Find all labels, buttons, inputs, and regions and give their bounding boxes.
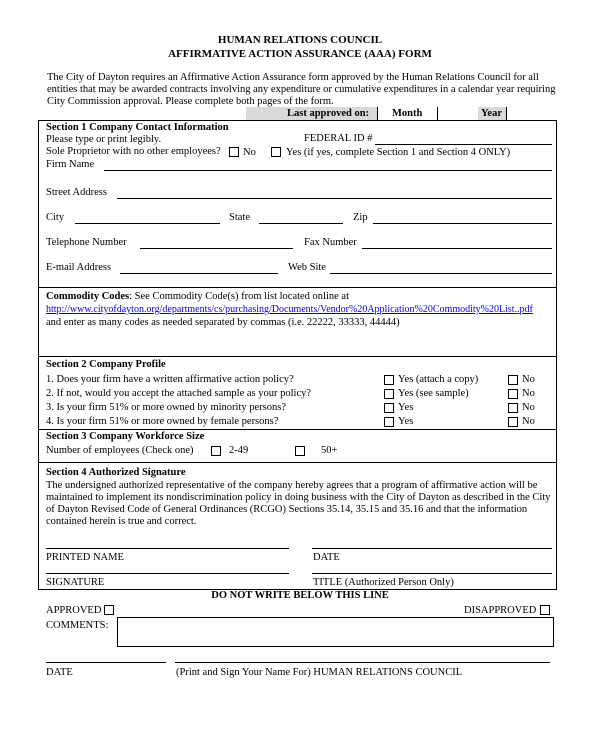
intro-line-2: entities that may be awarded contracts involving any expenditure or cumulative expenditures in a calendar year requiring [47, 84, 556, 95]
q3-no-checkbox[interactable] [508, 403, 518, 413]
printed-name-label: PRINTED NAME [46, 552, 124, 563]
q1-no-checkbox[interactable] [508, 375, 518, 385]
divider [38, 287, 556, 288]
printed-name-field[interactable] [46, 548, 289, 549]
disapproved-checkbox[interactable] [540, 605, 550, 615]
employees-50plus-label: 50+ [321, 445, 338, 456]
intro-line-1: The City of Dayton requires an Affirmative Action Assurance form approved by the Human Relations Council for all [47, 72, 539, 83]
signature-label: SIGNATURE [46, 577, 105, 588]
fax-label: Fax Number [304, 237, 357, 248]
commodity-url-row [46, 304, 533, 316]
zip-field[interactable] [373, 223, 552, 224]
city-label: City [46, 212, 65, 223]
sole-prop-yes-checkbox[interactable] [271, 147, 281, 157]
date-field[interactable] [312, 548, 552, 549]
divider [38, 429, 556, 430]
state-field[interactable] [259, 223, 343, 224]
section4-line-1: The undersigned authorized representative of the company hereby agrees that a program of affirmative action will be [46, 480, 538, 491]
section4-line-2: maintained to implement its nondiscrimination policy in doing business with the City of Dayton as described in the City [46, 492, 551, 503]
year-field[interactable] [506, 107, 557, 120]
city-field[interactable] [75, 223, 220, 224]
section4-line-4: contained herein is true and correct. [46, 516, 197, 527]
q4-no-label: No [522, 416, 535, 427]
council-signature-label: (Print and Sign Your Name For) HUMAN RELATIONS COUNCIL [176, 667, 463, 678]
council-signature-field[interactable] [175, 662, 550, 663]
q3-text: 3. Is your firm 51% or more owned by minority persons? [46, 402, 286, 413]
sole-prop-yes-label: Yes (if yes, complete Section 1 and Section 4 ONLY) [286, 147, 511, 158]
title-label: TITLE (Authorized Person Only) [313, 577, 454, 588]
last-approved-label: Last approved on: [287, 108, 370, 119]
q2-no-label: No [522, 388, 535, 399]
approved-label: APPROVED [46, 605, 102, 616]
website-label: Web Site [288, 262, 326, 273]
sole-prop-no-label: No [243, 147, 256, 158]
commodity-text: : See Commodity Code(s) from list located online at [129, 291, 350, 302]
employees-label: Number of employees (Check one) [46, 445, 194, 456]
comments-label: COMMENTS: [46, 620, 109, 631]
office-date-field[interactable] [46, 662, 166, 663]
month-label: Month [392, 108, 423, 119]
q4-no-checkbox[interactable] [508, 417, 518, 427]
state-label: State [229, 212, 250, 223]
q4-yes-label: Yes [398, 416, 414, 427]
employees-2-49-checkbox[interactable] [211, 446, 221, 456]
section4-line-3: of Dayton Revised Code of General Ordinances (RCGO) Sections 35.14, 35.15 and 35.16 and that the information [46, 504, 528, 515]
q3-yes-label: Yes [398, 402, 414, 413]
q2-yes-checkbox[interactable] [384, 389, 394, 399]
employees-50plus-checkbox[interactable] [295, 446, 305, 456]
date-label: DATE [313, 552, 340, 563]
commodity-link[interactable]: http://www.cityofdayton.org/departments/cs/purchasing/Documents/Vendor%20Application%20Commodity%20List..pdf [46, 304, 533, 315]
commodity-label: Commodity Codes [46, 291, 130, 302]
org-title: HUMAN RELATIONS COUNCIL [217, 34, 383, 46]
email-label: E-mail Address [46, 262, 112, 273]
title-field[interactable] [312, 573, 552, 574]
q3-no-label: No [522, 402, 535, 413]
q1-yes-label: Yes (attach a copy) [398, 374, 479, 385]
form-title: AFFIRMATIVE ACTION ASSURANCE (AAA) FORM [168, 48, 432, 60]
disapproved-label: DISAPPROVED [464, 605, 537, 616]
office-date-label: DATE [46, 667, 73, 678]
divider [38, 356, 556, 357]
commodity-note: and enter as many codes as needed separated by commas (i.e. 22222, 33333, 44444) [46, 317, 400, 328]
fax-field[interactable] [362, 248, 552, 249]
q1-yes-checkbox[interactable] [384, 375, 394, 385]
telephone-label: Telephone Number [46, 237, 127, 248]
month-field[interactable] [437, 107, 478, 120]
section2-heading: Section 2 Company Profile [46, 359, 166, 370]
street-field[interactable] [117, 198, 552, 199]
q1-no-label: No [522, 374, 535, 385]
website-field[interactable] [330, 273, 552, 274]
section3-heading: Section 3 Company Workforce Size [46, 431, 205, 442]
street-label: Street Address [46, 187, 107, 198]
sole-proprietor-label: Sole Proprietor with no other employees? [46, 146, 221, 157]
zip-label: Zip [353, 212, 368, 223]
q4-yes-checkbox[interactable] [384, 417, 394, 427]
do-not-write-heading: DO NOT WRITE BELOW THIS LINE [211, 590, 389, 601]
approved-checkbox[interactable] [104, 605, 114, 615]
federal-id-label: FEDERAL ID # [304, 133, 373, 144]
signature-field[interactable] [46, 573, 289, 574]
employees-2-49-label: 2-49 [229, 445, 249, 456]
q1-text: 1. Does your firm have a written affirmative action policy? [46, 374, 294, 385]
sole-prop-no-checkbox[interactable] [229, 147, 239, 157]
please-type-note: Please type or print legibly. [46, 134, 162, 145]
divider [38, 462, 556, 463]
year-label: Year [481, 108, 502, 119]
telephone-field[interactable] [140, 248, 293, 249]
intro-line-3: City Commission approval. Please complete both pages of the form. [47, 96, 334, 107]
q2-no-checkbox[interactable] [508, 389, 518, 399]
q2-yes-label: Yes (see sample) [398, 388, 469, 399]
q3-yes-checkbox[interactable] [384, 403, 394, 413]
section1-heading: Section 1 Company Contact Information [46, 122, 229, 133]
federal-id-field[interactable] [375, 144, 552, 145]
firm-name-field[interactable] [104, 170, 552, 171]
firm-name-label: Firm Name [46, 159, 95, 170]
q4-text: 4. Is your firm 51% or more owned by female persons? [46, 416, 279, 427]
email-field[interactable] [120, 273, 278, 274]
q2-text: 2. If not, would you accept the attached sample as your policy? [46, 388, 312, 399]
section4-heading: Section 4 Authorized Signature [46, 467, 186, 478]
comments-box[interactable] [117, 617, 554, 647]
commodity-row [46, 291, 349, 303]
